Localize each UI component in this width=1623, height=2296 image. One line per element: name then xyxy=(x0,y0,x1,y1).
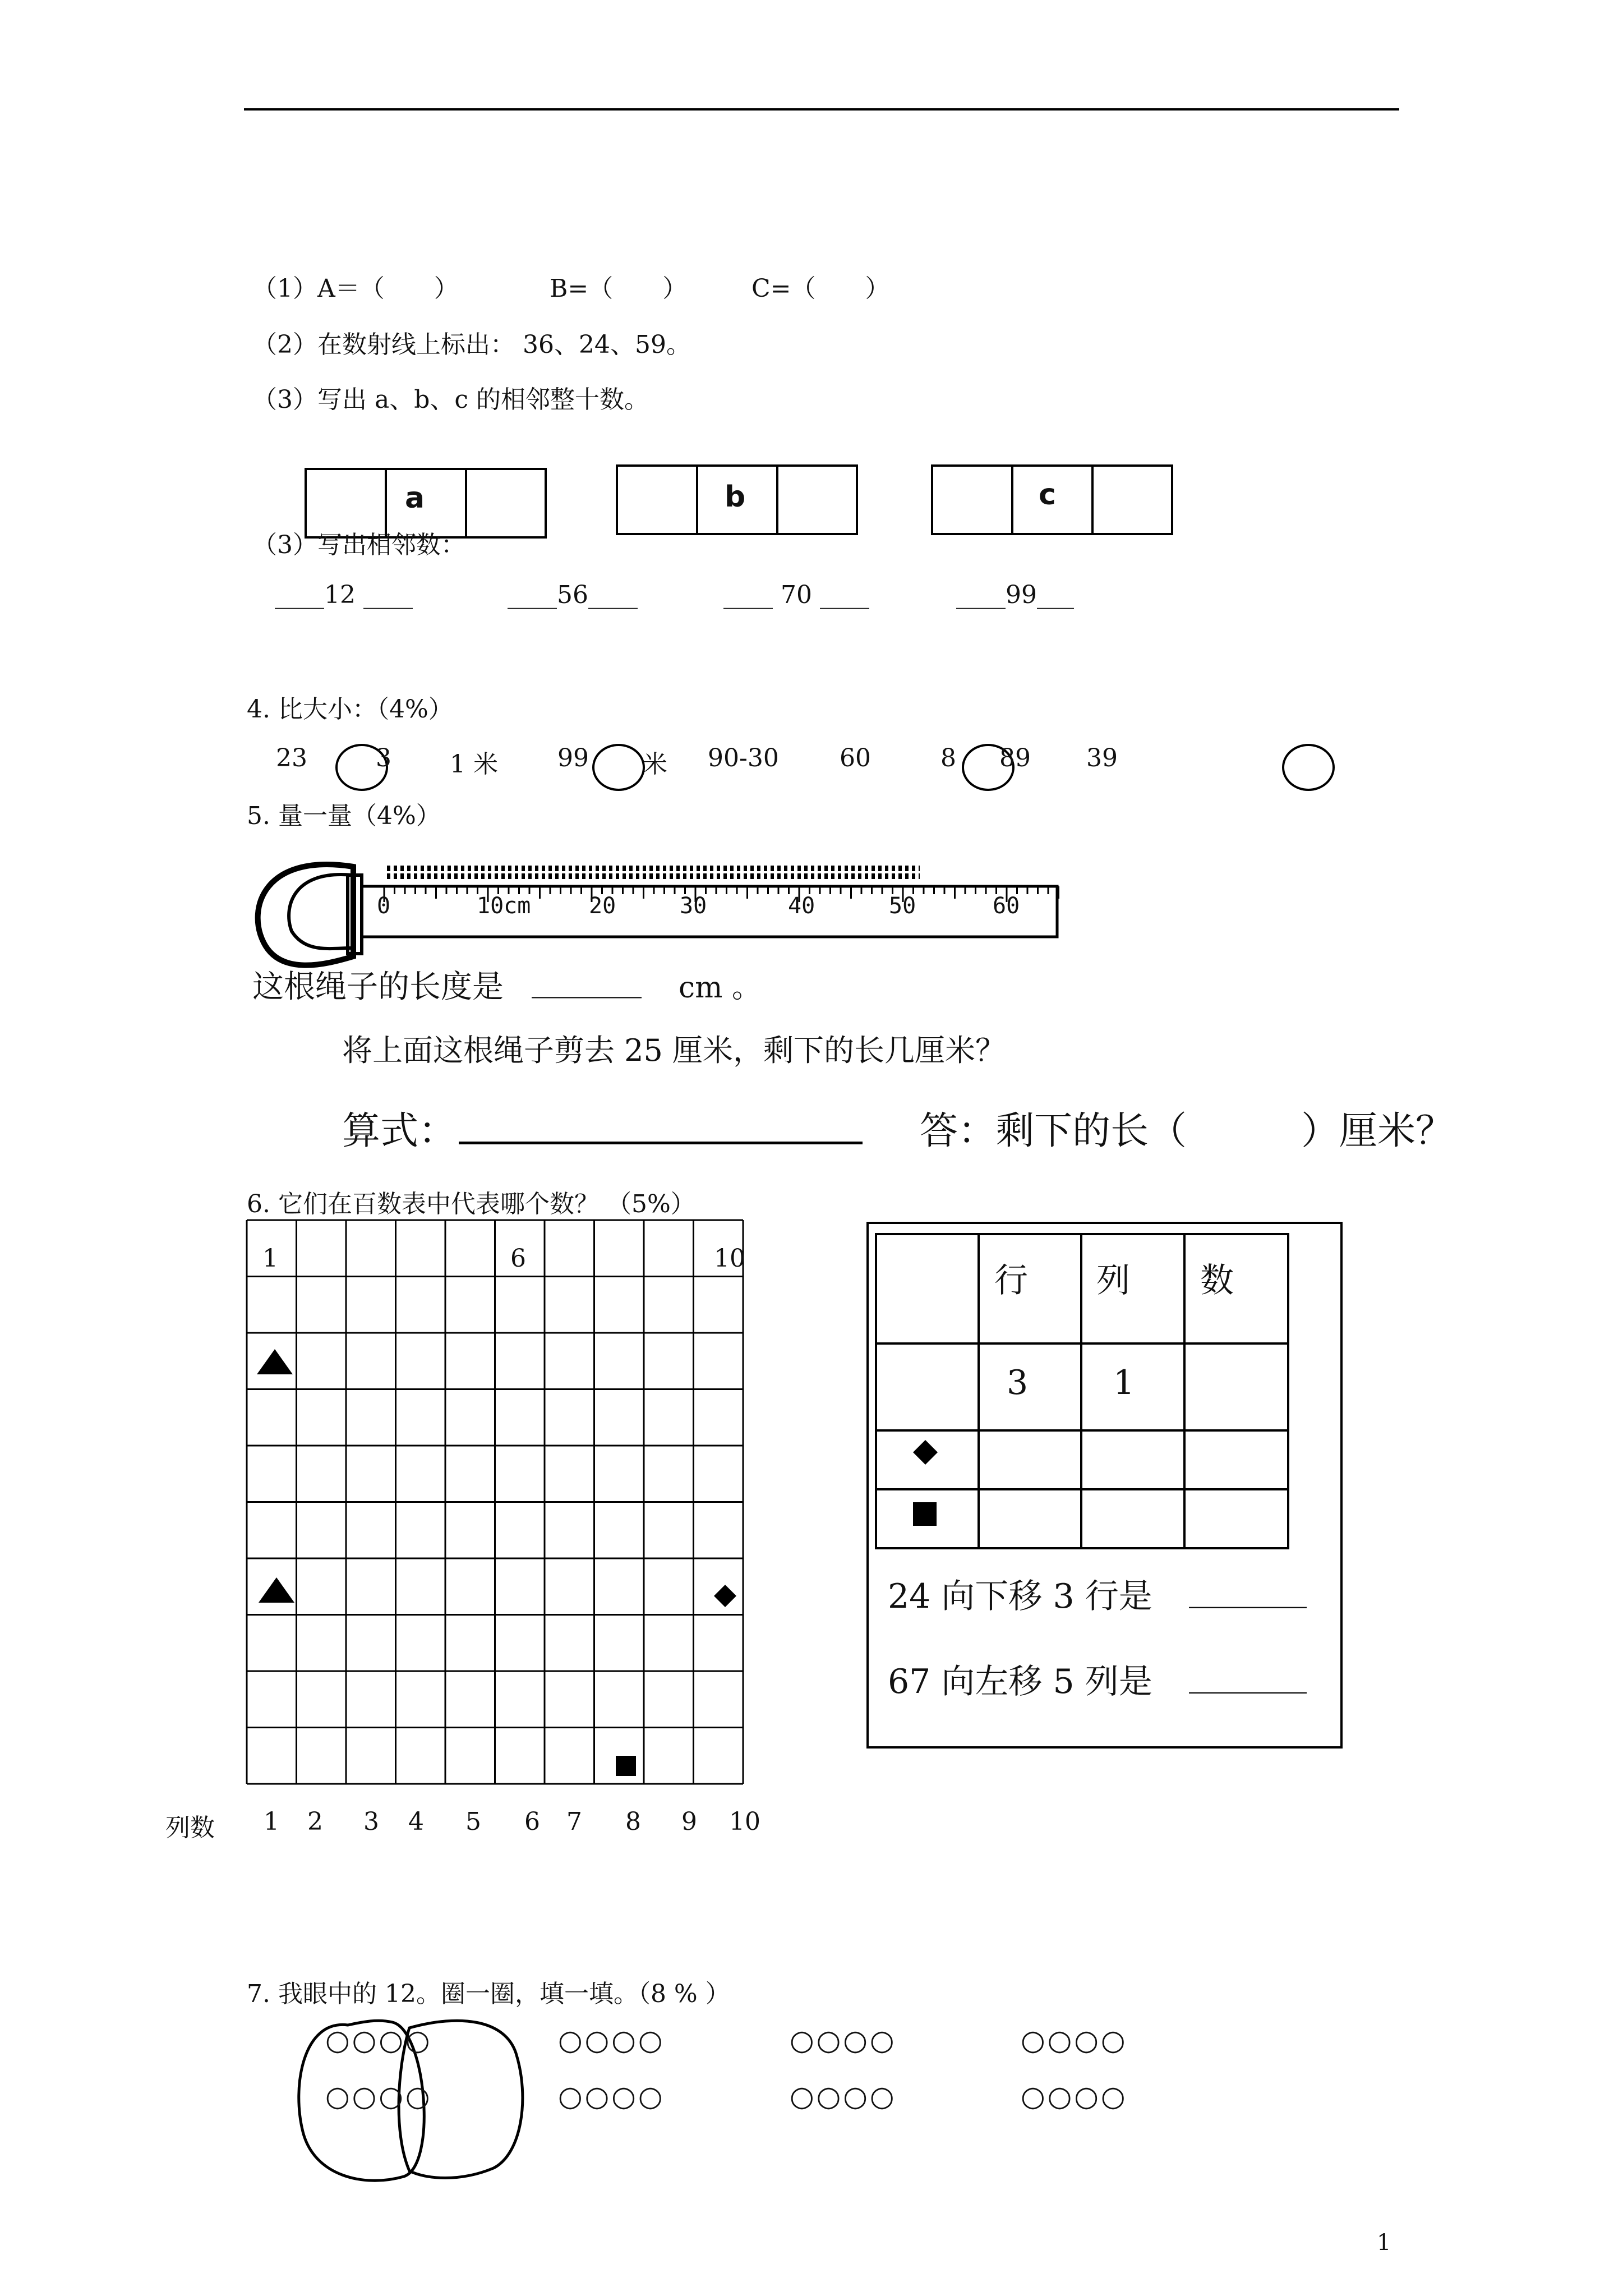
circle-group[interactable]: ○○○○ xyxy=(1021,2024,1128,2056)
neighbor-12: ____12 ____ xyxy=(275,581,413,609)
table-header-col: 列 xyxy=(1096,1261,1130,1300)
diamond-icon xyxy=(913,1440,938,1465)
column-number: 3 xyxy=(363,1807,379,1836)
diamond-icon xyxy=(714,1585,736,1607)
circle-group[interactable]: ○○○○ xyxy=(558,2024,665,2056)
column-number: 5 xyxy=(465,1807,481,1836)
compare-item: 60 xyxy=(840,744,871,772)
neighbor-56: ____56____ xyxy=(508,581,638,609)
column-number: 6 xyxy=(524,1807,540,1836)
compare-item: 23 xyxy=(276,744,307,772)
circle-group[interactable]: ○○○○ xyxy=(325,2080,432,2113)
ruler-tick-label: 20 xyxy=(589,893,616,919)
neighbor-70: ____ 70 ____ xyxy=(723,581,869,609)
column-number: 10 xyxy=(729,1807,760,1836)
move-down-blank[interactable]: _______ xyxy=(1189,1570,1307,1609)
compare-item: 99 xyxy=(557,744,589,772)
triangle-icon xyxy=(257,1349,293,1374)
table-row-value: 3 xyxy=(1007,1363,1029,1402)
column-number: 8 xyxy=(625,1807,641,1836)
measure-question: 将上面这根绳子剪去 25 厘米，剩下的长几厘米？ xyxy=(342,1033,1006,1068)
grid-number: 6 xyxy=(510,1244,526,1273)
neighbor-99: ____99___ xyxy=(956,581,1074,609)
circle-group[interactable]: ○○○○ xyxy=(558,2080,665,2113)
column-number: 1 xyxy=(264,1807,279,1836)
column-number: 4 xyxy=(408,1807,424,1836)
compare-item: 米 xyxy=(643,750,667,779)
question-1-c: C=（ ） xyxy=(751,274,890,303)
move-left-blank[interactable]: _______ xyxy=(1189,1655,1307,1694)
column-number: 9 xyxy=(681,1807,697,1836)
length-blank[interactable]: _______ xyxy=(532,962,642,999)
compare-title: 4. 比大小：（4%） xyxy=(247,695,453,724)
grid-number: 10 xyxy=(714,1244,745,1273)
circle-group[interactable]: ○○○○ xyxy=(790,2080,897,2113)
move-down-question: 24 向下移 3 行是 xyxy=(888,1577,1152,1616)
circle-group[interactable]: ○○○○ xyxy=(790,2024,897,2056)
measure-title: 5. 量一量（4%） xyxy=(247,802,441,830)
square-icon xyxy=(913,1502,937,1526)
column-number: 2 xyxy=(307,1807,323,1836)
grid-number: 1 xyxy=(262,1244,278,1273)
ruler-tick-label: 50 xyxy=(889,893,916,919)
ruler-tick-label: 10cm xyxy=(477,893,531,919)
ruler-tick-label: 0 xyxy=(377,893,391,919)
question-2: （2）在数射线上标出： 36、24、59。 xyxy=(252,330,691,359)
formula-blank[interactable] xyxy=(459,1142,863,1144)
length-prompt: 这根绳子的长度是 xyxy=(252,969,504,1005)
box-label-b: b xyxy=(725,480,746,514)
column-label: 列数 xyxy=(165,1814,215,1842)
question-3: （3）写出 a、b、c 的相邻整十数。 xyxy=(252,385,649,414)
circles-title: 7. 我眼中的 12。圈一圈，填一填。（8 % ） xyxy=(247,1980,730,2008)
compare-item: 89 xyxy=(999,744,1031,772)
length-unit: cm 。 xyxy=(679,971,761,1005)
compare-item: 90-30 xyxy=(708,744,779,772)
circle-group[interactable]: ○○○○ xyxy=(1021,2080,1128,2113)
move-left-question: 67 向左移 5 列是 xyxy=(888,1662,1152,1701)
circle-group[interactable]: ○○○○ xyxy=(325,2024,432,2056)
question-3b: （3）写出相邻数： xyxy=(252,531,465,559)
ruler-tick-label: 40 xyxy=(788,893,815,919)
table-col-value: 1 xyxy=(1113,1363,1135,1402)
compare-item: 39 xyxy=(1086,744,1118,772)
square-icon xyxy=(616,1756,636,1776)
formula-label: 算式： xyxy=(342,1109,457,1153)
triangle-icon xyxy=(259,1577,294,1603)
question-1-b: B=（ ） xyxy=(550,274,688,303)
compare-item: 3 xyxy=(376,744,391,772)
ruler-tick-label: 60 xyxy=(993,893,1020,919)
box-label-c: c xyxy=(1039,478,1056,512)
compare-item: 1 米 xyxy=(450,750,498,779)
table-header-num: 数 xyxy=(1200,1261,1234,1300)
page-number: 1 xyxy=(1377,2230,1391,2256)
hundred-chart-title: 6. 它们在百数表中代表哪个数？ （5%） xyxy=(247,1190,695,1218)
table-header-row: 行 xyxy=(994,1261,1028,1300)
ruler-tick-label: 30 xyxy=(680,893,707,919)
column-number: 7 xyxy=(566,1807,582,1836)
box-label-a: a xyxy=(405,481,425,515)
compare-item: 8 xyxy=(940,744,956,772)
answer-label: 答：剩下的长（ ）厘米？ xyxy=(920,1109,1454,1153)
question-1-a: （1）A＝（ ） xyxy=(252,274,459,303)
